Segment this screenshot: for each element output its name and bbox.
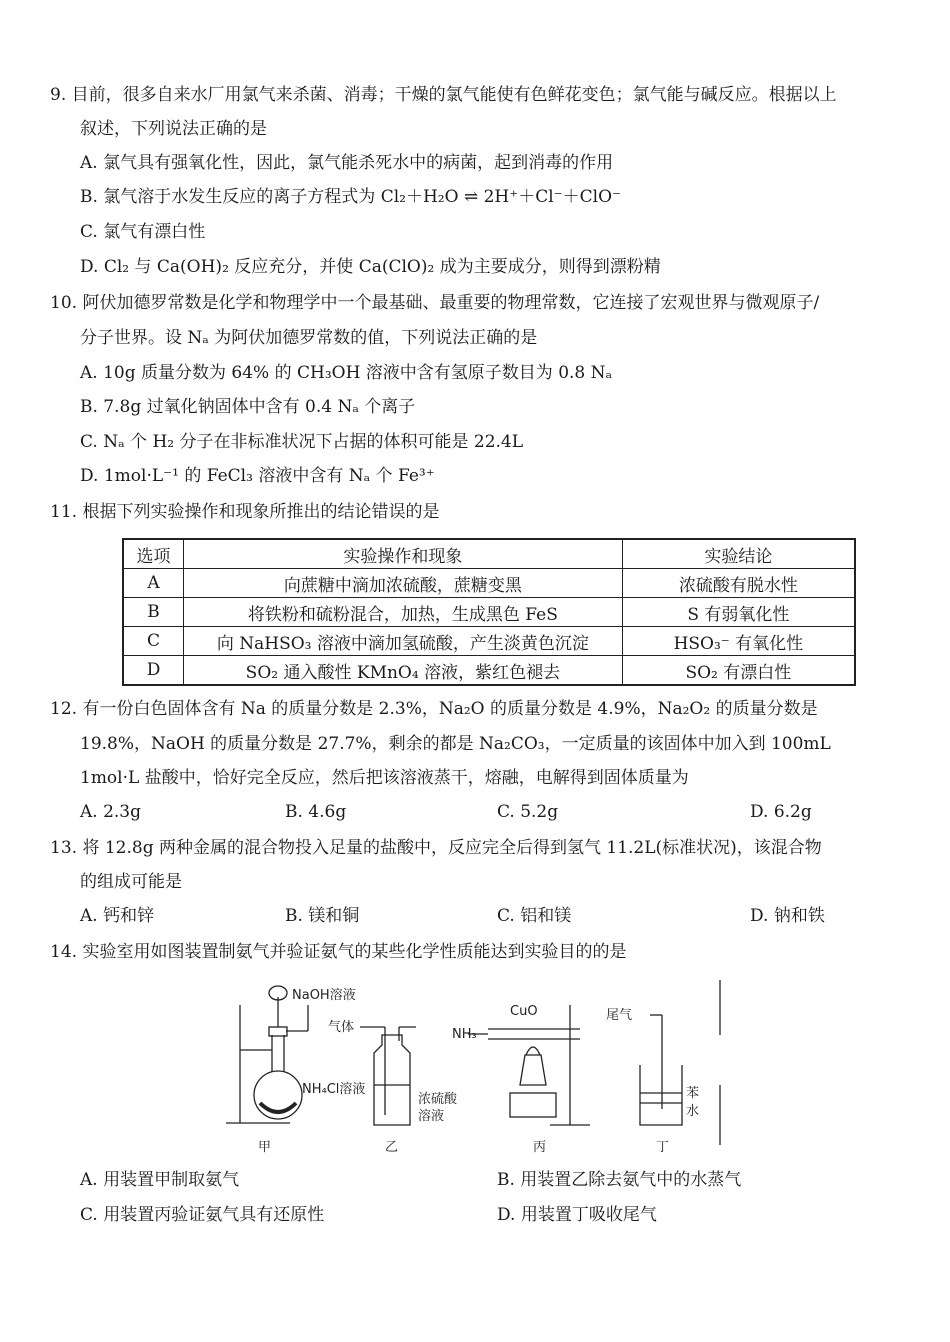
q10-option-c: C. Nₐ 个 H₂ 分子在非标准状况下占据的体积可能是 22.4L xyxy=(80,432,524,452)
q12-stem-line2: 19.8%，NaOH 的质量分数是 27.7%，剩余的都是 Na₂CO₃，一定质量的该固体中加入到 100mL xyxy=(80,734,831,754)
q13-option-a: A. 钙和锌 xyxy=(80,906,155,926)
q13-stem-line1: 13. 将 12.8g 两种金属的混合物投入足量的盐酸中，反应完全后得到氢气 11.2L(标准状况)，该混合物 xyxy=(50,838,822,858)
label-water: 水 xyxy=(686,1104,700,1119)
q9-option-a: A. 氯气具有强氧化性，因此，氯气能杀死水中的病菌，起到消毒的作用 xyxy=(80,153,614,173)
q9-option-b: B. 氯气溶于水发生反应的离子方程式为 Cl₂＋H₂O ⇌ 2H⁺＋Cl⁻＋ClO⁻ xyxy=(80,187,621,207)
q10-option-d: D. 1mol·L⁻¹ 的 FeCl₃ 溶液中含有 Nₐ 个 Fe³⁺ xyxy=(80,466,435,486)
apparatus-jia xyxy=(226,986,308,1123)
table-cell: C xyxy=(123,627,184,656)
table-cell: A xyxy=(123,569,184,598)
table-header-cell: 实验结论 xyxy=(622,539,855,569)
q9-stem-line2: 叙述，下列说法正确的是 xyxy=(80,119,267,139)
q12-stem-line3: 1mol·L 盐酸中，恰好完全反应，然后把该溶液蒸干，熔融，电解得到固体质量为 xyxy=(80,768,689,788)
experiment-table xyxy=(122,538,856,686)
table-row xyxy=(123,656,855,686)
label-nh4cl: NH₄Cl溶液 xyxy=(302,1082,366,1097)
q12-option-b: B. 4.6g xyxy=(285,802,347,822)
label-h2so4-line1: 浓硫酸 xyxy=(418,1092,458,1107)
q9-stem-line1: 9. 目前，很多自来水厂用氯气来杀菌、消毒；干燥的氯气能使有色鲜花变色；氯气能与碱反应。根据以上 xyxy=(50,85,837,105)
apparatus-yi xyxy=(360,1027,416,1125)
label-yi: 乙 xyxy=(385,1140,399,1155)
table-cell: 向 NaHSO₃ 溶液中滴加氢硫酸，产生淡黄色沉淀 xyxy=(184,627,623,656)
q14-option-c: C. 用装置丙验证氨气具有还原性 xyxy=(80,1205,325,1225)
label-h2so4-line2: 溶液 xyxy=(418,1109,445,1124)
table-row xyxy=(123,569,855,598)
label-jia: 甲 xyxy=(258,1140,272,1155)
label-gas: 气体 xyxy=(328,1020,355,1035)
label-nh3: NH₃ xyxy=(452,1027,477,1042)
table-cell: D xyxy=(123,656,184,686)
label-cuo: CuO xyxy=(510,1004,538,1019)
table-row xyxy=(123,627,855,656)
table-header-cell: 选项 xyxy=(123,539,184,569)
table-cell: S 有弱氧化性 xyxy=(622,598,855,627)
label-naoh: NaOH溶液 xyxy=(292,988,356,1003)
table-cell: 浓硫酸有脱水性 xyxy=(622,569,855,598)
q13-stem-line2: 的组成可能是 xyxy=(80,872,182,892)
q11-stem: 11. 根据下列实验操作和现象所推出的结论错误的是 xyxy=(50,502,440,522)
q10-option-a: A. 10g 质量分数为 64% 的 CH₃OH 溶液中含有氢原子数目为 0.8 Nₐ xyxy=(80,363,613,383)
q14-option-d: D. 用装置丁吸收尾气 xyxy=(497,1205,657,1225)
table-row xyxy=(123,598,855,627)
q14-option-b: B. 用装置乙除去氨气中的水蒸气 xyxy=(497,1170,742,1190)
table-header-row xyxy=(123,539,855,569)
q12-option-a: A. 2.3g xyxy=(80,802,142,822)
table-cell: B xyxy=(123,598,184,627)
q14-stem: 14. 实验室用如图装置制氨气并验证氨气的某些化学性质能达到实验目的的是 xyxy=(50,942,627,962)
table-cell: HSO₃⁻ 有氧化性 xyxy=(622,627,855,656)
label-ding: 丁 xyxy=(656,1140,670,1155)
label-benzene: 苯 xyxy=(686,1086,700,1101)
table-cell: SO₂ 通入酸性 KMnO₄ 溶液，紫红色褪去 xyxy=(184,656,623,686)
apparatus-ding xyxy=(640,980,720,1145)
q10-option-b: B. 7.8g 过氧化钠固体中含有 0.4 Nₐ 个离子 xyxy=(80,397,416,417)
q9-option-d: D. Cl₂ 与 Ca(OH)₂ 反应充分，并使 Ca(ClO)₂ 成为主要成分，则得到漂粉精 xyxy=(80,257,661,277)
label-tail-gas: 尾气 xyxy=(606,1008,633,1023)
table-header-cell: 实验操作和现象 xyxy=(184,539,623,569)
q10-stem-line2: 分子世界。设 Nₐ 为阿伏加德罗常数的值，下列说法正确的是 xyxy=(80,328,538,348)
table-cell: SO₂ 有漂白性 xyxy=(622,656,855,686)
q10-stem-line1: 10. 阿伏加德罗常数是化学和物理学中一个最基础、最重要的物理常数，它连接了宏观世界与微观原子/ xyxy=(50,293,820,313)
q12-option-d: D. 6.2g xyxy=(750,802,812,822)
q9-option-c: C. 氯气有漂白性 xyxy=(80,222,206,242)
q14-option-a: A. 用装置甲制取氨气 xyxy=(80,1170,240,1190)
apparatus-bing xyxy=(468,1005,590,1125)
table-cell: 向蔗糖中滴加浓硫酸，蔗糖变黑 xyxy=(184,569,623,598)
q12-stem-line1: 12. 有一份白色固体含有 Na 的质量分数是 2.3%，Na₂O 的质量分数是 4.9%，Na₂O₂ 的质量分数是 xyxy=(50,699,818,719)
label-bing: 丙 xyxy=(533,1140,547,1155)
q12-option-c: C. 5.2g xyxy=(497,802,559,822)
q13-option-c: C. 铝和镁 xyxy=(497,906,572,926)
q13-option-d: D. 钠和铁 xyxy=(750,906,825,926)
table-cell: 将铁粉和硫粉混合，加热，生成黑色 FeS xyxy=(184,598,623,627)
q13-option-b: B. 镁和铜 xyxy=(285,906,360,926)
apparatus-figure xyxy=(220,975,730,1160)
